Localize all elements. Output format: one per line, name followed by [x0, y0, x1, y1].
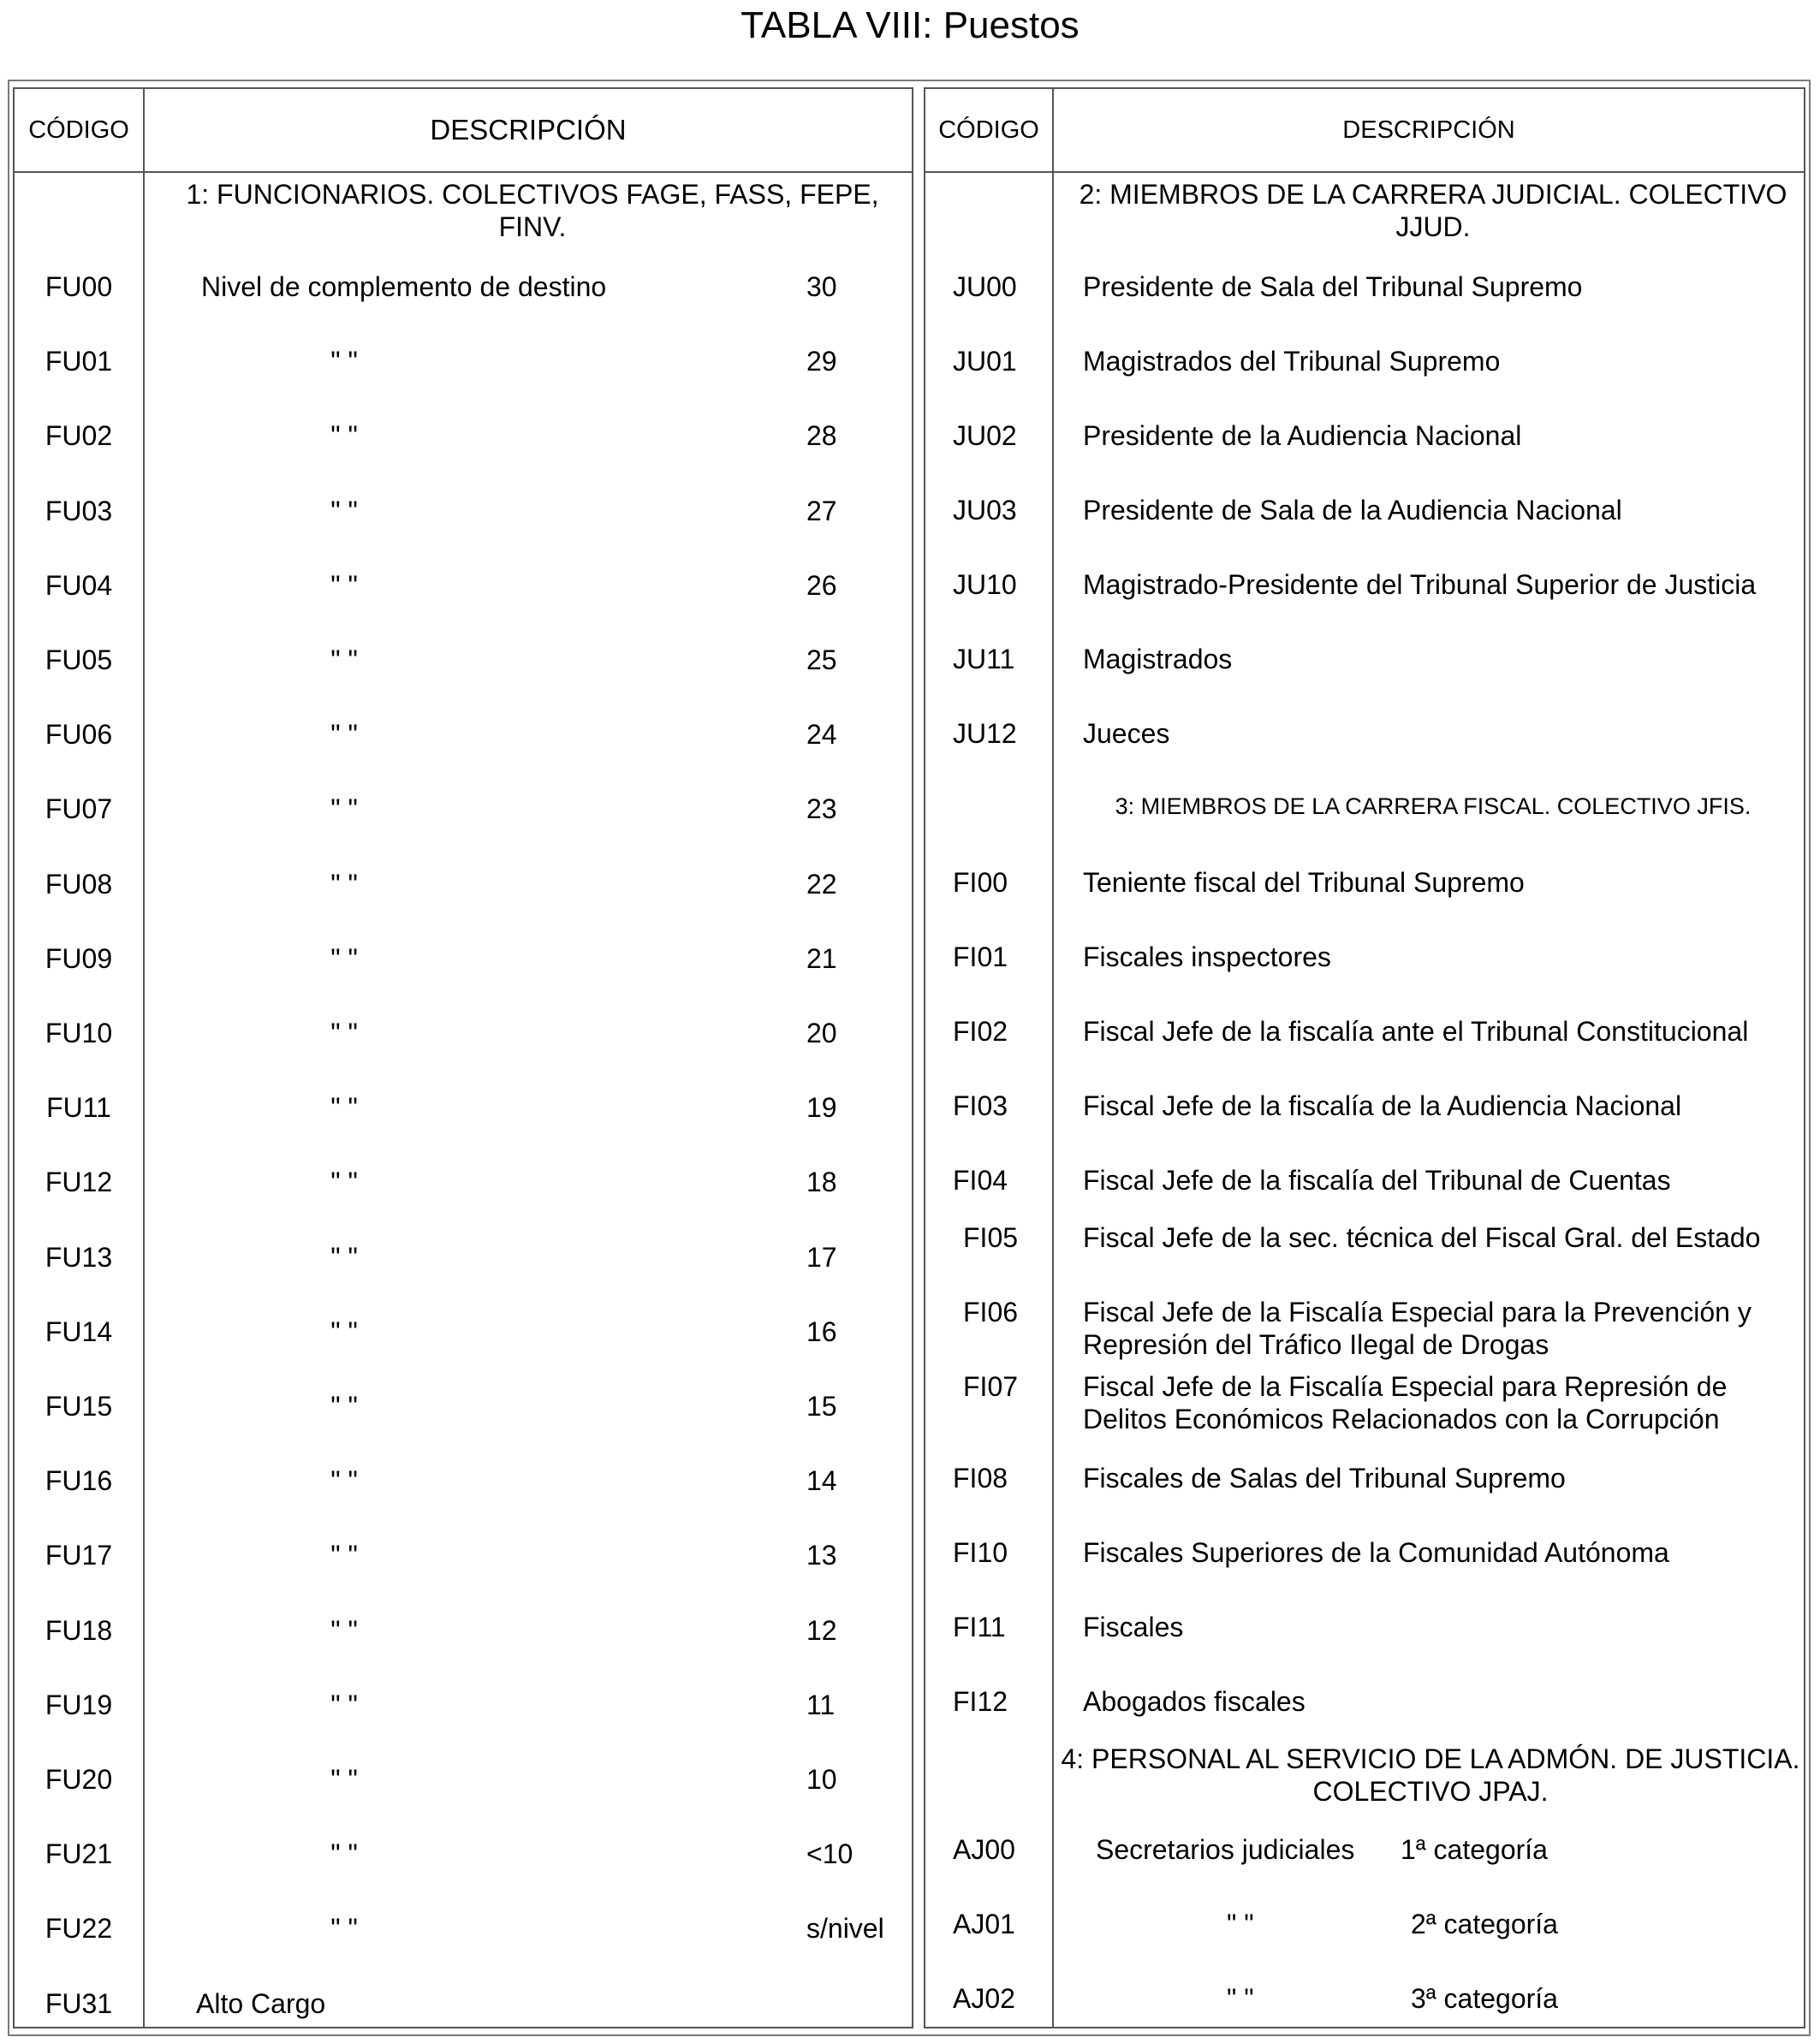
table-row — [15, 1315, 912, 1350]
row-category: 3ª categoría — [1411, 1983, 1558, 2014]
row-description: " " — [330, 793, 358, 824]
row-code: AJ02 — [953, 1983, 1015, 2014]
row-description: " " — [330, 943, 358, 974]
row-description: " " — [330, 1391, 358, 1422]
row-description: " " — [330, 1838, 358, 1869]
row-code: FI02 — [953, 1016, 1008, 1047]
table-row — [15, 1017, 912, 1051]
row-code: FI10 — [953, 1537, 1008, 1568]
row-level: 12 — [806, 1615, 837, 1646]
table-row — [15, 1390, 912, 1424]
row-description: Teniente fiscal del Tribunal Supremo — [1083, 867, 1525, 898]
table-row — [15, 1763, 912, 1797]
row-description: " " — [330, 1167, 358, 1197]
row-level: 24 — [806, 719, 837, 750]
row-description: Magistrado-Presidente del Tribunal Superior de Justicia — [1083, 569, 1757, 600]
table-row — [15, 942, 912, 977]
header-divider — [925, 171, 1804, 173]
row-description: " " — [330, 1018, 358, 1048]
row-description: Fiscal Jefe de la fiscalía ante el Tribunal Constitucional — [1083, 1016, 1749, 1047]
table-row — [15, 1464, 912, 1499]
row-code: FU13 — [45, 1242, 113, 1273]
header-divider — [15, 171, 912, 173]
row-description: Presidente de Sala del Tribunal Supremo — [1083, 271, 1583, 302]
column-divider — [143, 89, 145, 2027]
row-code: FU22 — [45, 1913, 113, 1944]
row-code: FU21 — [45, 1838, 113, 1869]
row-code: FU05 — [45, 644, 113, 675]
row-code: FI12 — [953, 1686, 1008, 1717]
row-code: FU14 — [45, 1316, 113, 1347]
row-code: FU11 — [46, 1092, 111, 1123]
row-level: <10 — [806, 1838, 853, 1869]
row-code: FU04 — [45, 570, 113, 601]
row-description: " " — [330, 719, 358, 750]
row-description: Nivel de complemento de destino — [201, 271, 607, 302]
row-description: Fiscales inspectores — [1083, 941, 1331, 972]
row-code: JU01 — [953, 346, 1017, 377]
row-code: FU07 — [45, 793, 113, 824]
left-table — [13, 87, 913, 2028]
row-description: Fiscal Jefe de la fiscalía del Tribunal de Cuentas — [1083, 1165, 1671, 1196]
row-code: FI08 — [953, 1463, 1008, 1494]
row-level: 10 — [806, 1764, 837, 1795]
table-row — [15, 495, 912, 529]
row-description: Magistrados — [1083, 644, 1233, 674]
row-code: FU06 — [45, 719, 113, 750]
section-heading-4: 4: PERSONAL AL SERVICIO DE LA ADMÓN. DE JUSTICIA. COLECTIVO JPAJ. — [1061, 1743, 1800, 1807]
row-code: FU18 — [45, 1615, 113, 1646]
table-row — [15, 1539, 912, 1573]
row-code: FU16 — [45, 1465, 113, 1496]
row-code: FU12 — [45, 1167, 113, 1197]
row-code: FU03 — [45, 496, 113, 526]
row-level: 19 — [806, 1092, 837, 1123]
row-code: FU20 — [45, 1764, 113, 1795]
table-row — [15, 718, 912, 752]
row-code: FU00 — [45, 271, 113, 302]
row-code: FU09 — [45, 943, 113, 974]
row-level: 14 — [806, 1465, 837, 1496]
row-description: Fiscales de Salas del Tribunal Supremo — [1083, 1463, 1566, 1494]
table-row — [15, 1987, 912, 2022]
row-code: FU01 — [45, 346, 113, 377]
row-level: 16 — [806, 1316, 837, 1347]
column-header-description: DESCRIPCIÓN — [430, 114, 627, 146]
row-code: FU31 — [45, 1988, 113, 2019]
row-description: " " — [330, 869, 358, 900]
row-level: 27 — [806, 496, 837, 526]
row-level: 13 — [806, 1540, 837, 1571]
row-level: 23 — [806, 793, 837, 824]
row-code: FU02 — [45, 420, 113, 451]
row-code: JU03 — [953, 495, 1017, 526]
table-row — [15, 1689, 912, 1723]
row-code: FI00 — [953, 867, 1008, 898]
row-level: 17 — [806, 1242, 837, 1273]
section-heading-3: 3: MIEMBROS DE LA CARRERA FISCAL. COLECTIVO JFIS. — [1115, 793, 1752, 819]
row-description: Secretarios judiciales — [1096, 1834, 1355, 1865]
table-row — [15, 569, 912, 603]
table-row — [15, 419, 912, 454]
row-description: " " — [330, 1540, 358, 1571]
column-header-code: CÓDIGO — [938, 116, 1039, 144]
row-code: FU08 — [45, 869, 113, 900]
row-code: AJ00 — [953, 1834, 1015, 1865]
row-code: FI03 — [953, 1090, 1008, 1121]
row-level: 25 — [806, 644, 837, 675]
row-description: " " — [1227, 1909, 1254, 1939]
table-row — [15, 868, 912, 902]
section-heading-1: 1: FUNCIONARIOS. COLECTIVOS FAGE, FASS, FEPE, FINV. — [186, 179, 879, 242]
row-description: " " — [330, 644, 358, 675]
row-description: Fiscales Superiores de la Comunidad Autónoma — [1083, 1537, 1669, 1568]
row-level: 22 — [806, 869, 837, 900]
row-description: Fiscales — [1083, 1612, 1184, 1642]
row-code: JU12 — [953, 718, 1017, 749]
row-description: Alto Cargo — [196, 1988, 326, 2019]
row-code: JU02 — [953, 420, 1017, 451]
row-description: " " — [330, 1316, 358, 1347]
row-code: FI07 — [963, 1371, 1019, 1402]
row-description: " " — [330, 1092, 358, 1123]
column-header-description: DESCRIPCIÓN — [1342, 116, 1515, 144]
row-description: Abogados fiscales — [1083, 1686, 1306, 1717]
row-level: 11 — [806, 1690, 836, 1720]
table-row — [15, 1912, 912, 1946]
table-row — [15, 1241, 912, 1275]
row-category: 1ª categoría — [1401, 1834, 1548, 1865]
row-description: Fiscal Jefe de la sec. técnica del Fiscal Gral. del Estado — [1083, 1222, 1761, 1253]
row-description: " " — [330, 1764, 358, 1795]
row-code: FI05 — [963, 1222, 1019, 1253]
row-description: Presidente de Sala de la Audiencia Nacional — [1083, 495, 1622, 526]
row-code: FI04 — [953, 1165, 1008, 1196]
row-level: 18 — [806, 1167, 837, 1197]
row-code: JU00 — [953, 271, 1017, 302]
table-row — [15, 644, 912, 678]
row-description: " " — [330, 1465, 358, 1496]
row-code: JU10 — [953, 569, 1017, 600]
row-description: Magistrados del Tribunal Supremo — [1083, 346, 1501, 377]
row-description: " " — [330, 1690, 358, 1720]
row-code: JU11 — [953, 644, 1015, 674]
row-description: Jueces — [1083, 718, 1170, 749]
row-description: " " — [330, 496, 358, 526]
row-code: FU10 — [45, 1018, 113, 1048]
table-row — [15, 1091, 912, 1125]
section-heading-2: 2: MIEMBROS DE LA CARRERA JUDICIAL. COLECTIVO JJUD. — [1079, 179, 1787, 242]
row-level: 30 — [806, 271, 837, 302]
row-level: 15 — [806, 1391, 837, 1422]
row-code: FI01 — [953, 941, 1008, 972]
table-row — [15, 270, 912, 305]
row-description: " " — [330, 1615, 358, 1646]
table-frame — [8, 80, 1811, 2036]
right-table — [924, 87, 1805, 2028]
row-level: 26 — [806, 570, 837, 601]
row-level: 20 — [806, 1018, 837, 1048]
row-level: s/nivel — [806, 1913, 884, 1944]
row-description: Fiscal Jefe de la fiscalía de la Audiencia Nacional — [1083, 1090, 1682, 1121]
row-description: " " — [1227, 1983, 1254, 2014]
row-description: " " — [330, 346, 358, 377]
row-category: 2ª categoría — [1411, 1909, 1558, 1939]
row-code: AJ01 — [953, 1909, 1015, 1939]
row-description: Fiscal Jefe de la Fiscalía Especial para Represión de Delitos Económicos Relacionados con la Corrupción — [1083, 1371, 1728, 1434]
table-row — [15, 1614, 912, 1648]
page-title: TABLA VIII: Puestos — [740, 4, 1080, 46]
row-description: Fiscal Jefe de la Fiscalía Especial para la Prevención y Represión del Tráfico Ilegal de Drogas — [1083, 1297, 1752, 1360]
row-code: FU19 — [45, 1690, 113, 1720]
row-description: " " — [330, 1242, 358, 1273]
row-description: Presidente de la Audiencia Nacional — [1083, 420, 1522, 451]
table-row — [15, 1838, 912, 1872]
row-level: 29 — [806, 346, 837, 377]
row-code: FI06 — [963, 1297, 1019, 1327]
row-description: " " — [330, 420, 358, 451]
row-code: FU15 — [45, 1391, 113, 1422]
row-level: 28 — [806, 420, 837, 451]
row-code: FU17 — [45, 1540, 113, 1571]
row-level: 21 — [806, 943, 837, 974]
table-row — [15, 345, 912, 379]
row-code: FI11 — [953, 1612, 1006, 1642]
row-description: " " — [330, 570, 358, 601]
table-row — [15, 1166, 912, 1200]
row-description: " " — [330, 1913, 358, 1944]
column-header-code: CÓDIGO — [28, 116, 129, 144]
column-divider — [1052, 89, 1054, 2027]
table-row — [15, 793, 912, 827]
